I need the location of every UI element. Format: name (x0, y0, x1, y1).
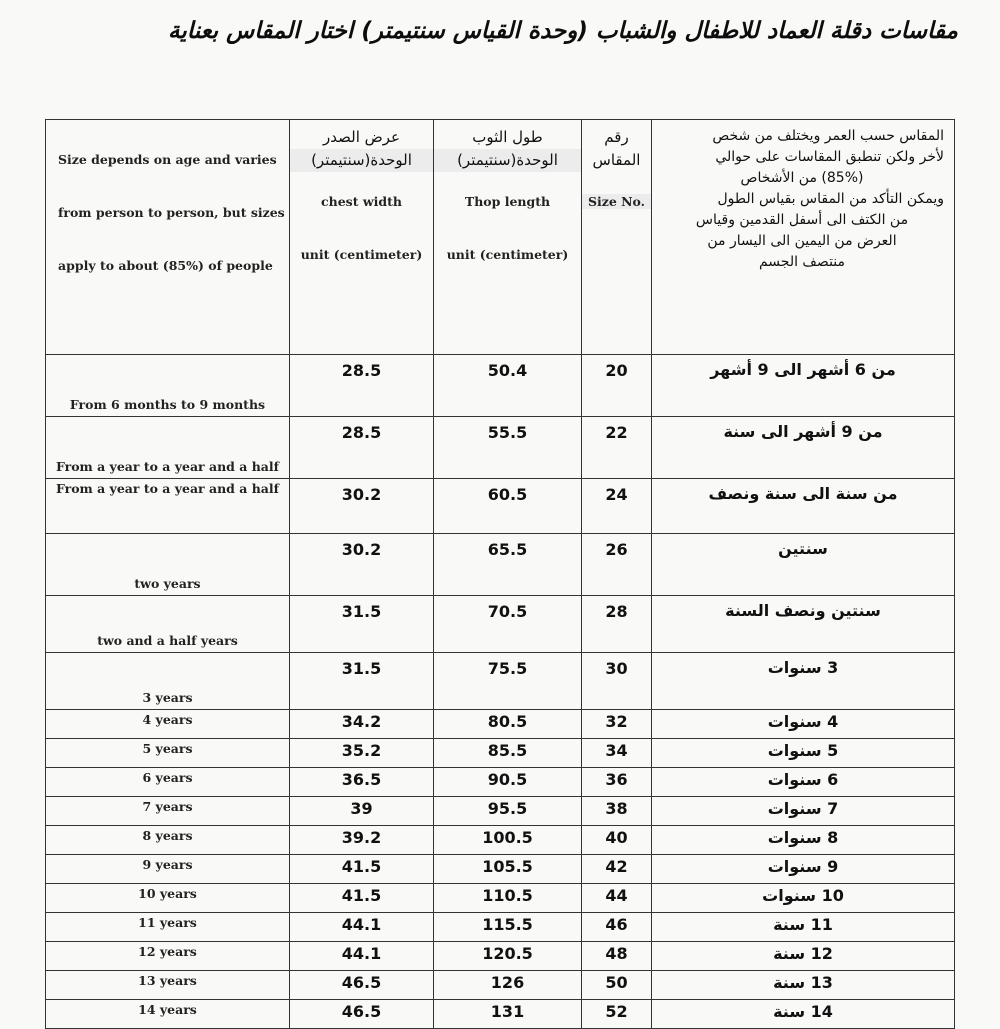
age-ar: من 9 أشهر الى سنة (652, 417, 955, 479)
age-en: 3 years (46, 653, 290, 710)
length-value: 126 (434, 971, 582, 1000)
size-value: 48 (582, 942, 652, 971)
age-en: 14 years (46, 1000, 290, 1029)
size-value: 26 (582, 534, 652, 596)
length-value: 131 (434, 1000, 582, 1029)
chest-value: 41.5 (290, 855, 434, 884)
header-note-ar-line: ويمكن التأكد من المقاس بقياس الطول (717, 191, 944, 207)
age-en: 12 years (46, 942, 290, 971)
age-en: 4 years (46, 710, 290, 739)
header-note-ar-line: من الكتف الى أسفل القدمين وقياس (695, 212, 909, 228)
header-note-ar-line: المقاس حسب العمر ويختلف من شخص (712, 128, 944, 144)
size-value: 36 (582, 768, 652, 797)
age-en: 6 years (46, 768, 290, 797)
length-ar-unit: الوحدة(سنتيمتر) (434, 149, 581, 172)
age-ar: 8 سنوات (652, 826, 955, 855)
length-value: 105.5 (434, 855, 582, 884)
age-ar: 5 سنوات (652, 739, 955, 768)
age-en: 11 years (46, 913, 290, 942)
table-row (46, 534, 955, 596)
age-en: From a year to a year and a half (46, 479, 290, 534)
age-ar: من سنة الى سنة ونصف (652, 479, 955, 534)
age-en: From a year to a year and a half (46, 417, 290, 479)
age-ar: سنتين ونصف السنة (652, 596, 955, 653)
length-value: 120.5 (434, 942, 582, 971)
size-value: 44 (582, 884, 652, 913)
table-row (46, 596, 955, 653)
length-value: 100.5 (434, 826, 582, 855)
size-value: 28 (582, 596, 652, 653)
table-row (46, 739, 955, 768)
chest-value: 31.5 (290, 653, 434, 710)
age-ar: 4 سنوات (652, 710, 955, 739)
table-row (46, 417, 955, 479)
size-value: 20 (582, 355, 652, 417)
length-value: 110.5 (434, 884, 582, 913)
length-value: 115.5 (434, 913, 582, 942)
chest-value: 39.2 (290, 826, 434, 855)
age-en: 10 years (46, 884, 290, 913)
header-thop-length (434, 120, 582, 355)
size-value: 32 (582, 710, 652, 739)
age-en: 8 years (46, 826, 290, 855)
table-row (46, 855, 955, 884)
header-size-number (582, 120, 652, 355)
header-row (46, 120, 955, 355)
size-value: 40 (582, 826, 652, 855)
age-ar: من 6 أشهر الى 9 أشهر (652, 355, 955, 417)
chest-value: 44.1 (290, 942, 434, 971)
size-value: 38 (582, 797, 652, 826)
size-value: 42 (582, 855, 652, 884)
age-ar: 3 سنوات (652, 653, 955, 710)
size-ar-label-2: المقاس (592, 151, 641, 169)
table-row (46, 913, 955, 942)
length-ar-label: طول الثوب (472, 128, 543, 146)
length-value: 85.5 (434, 739, 582, 768)
age-en: 7 years (46, 797, 290, 826)
size-value: 24 (582, 479, 652, 534)
chest-value: 44.1 (290, 913, 434, 942)
chest-value: 46.5 (290, 1000, 434, 1029)
header-note-ar-line: لأخر ولكن تنطبق المقاسات على حوالي (715, 149, 944, 165)
length-value: 80.5 (434, 710, 582, 739)
chest-en-unit: unit (centimeter) (300, 247, 423, 262)
length-value: 50.4 (434, 355, 582, 417)
length-en-unit: unit (centimeter) (446, 247, 569, 262)
age-ar: 6 سنوات (652, 768, 955, 797)
table-row (46, 768, 955, 797)
header-note-en (46, 120, 290, 355)
table-row (46, 884, 955, 913)
chest-ar-unit: الوحدة(سنتيمتر) (290, 149, 433, 172)
table-row (46, 355, 955, 417)
chest-value: 34.2 (290, 710, 434, 739)
age-en: 5 years (46, 739, 290, 768)
age-ar: 10 سنوات (652, 884, 955, 913)
size-value: 46 (582, 913, 652, 942)
size-ar-label: رقم (604, 128, 629, 146)
table-row (46, 826, 955, 855)
length-value: 60.5 (434, 479, 582, 534)
table-row (46, 653, 955, 710)
header-note-en-line: apply to about (85%) of people (58, 258, 273, 273)
length-value: 90.5 (434, 768, 582, 797)
age-ar: 7 سنوات (652, 797, 955, 826)
size-value: 50 (582, 971, 652, 1000)
chest-value: 28.5 (290, 417, 434, 479)
table-row (46, 797, 955, 826)
header-note-ar-line: (85%) من الأشخاص (740, 170, 864, 186)
chest-value: 30.2 (290, 479, 434, 534)
chest-value: 36.5 (290, 768, 434, 797)
header-note-ar-line: منتصف الجسم (758, 254, 846, 270)
chest-ar-label: عرض الصدر (323, 128, 400, 146)
length-value: 75.5 (434, 653, 582, 710)
age-ar: 14 سنة (652, 1000, 955, 1029)
age-ar: 13 سنة (652, 971, 955, 1000)
age-en: two and a half years (46, 596, 290, 653)
age-ar: 12 سنة (652, 942, 955, 971)
age-en: From 6 months to 9 months (46, 355, 290, 417)
header-note-en-line: Size depends on age and varies (58, 152, 277, 167)
length-value: 55.5 (434, 417, 582, 479)
chest-value: 30.2 (290, 534, 434, 596)
age-ar: سنتين (652, 534, 955, 596)
age-en: 9 years (46, 855, 290, 884)
table-row (46, 710, 955, 739)
chest-value: 28.5 (290, 355, 434, 417)
length-value: 95.5 (434, 797, 582, 826)
size-value: 34 (582, 739, 652, 768)
chest-en-label: chest width (321, 194, 402, 209)
header-note-ar (652, 120, 955, 355)
age-ar: 9 سنوات (652, 855, 955, 884)
header-chest-width (290, 120, 434, 355)
table-row (46, 942, 955, 971)
size-chart-table (45, 119, 955, 1029)
table-row (46, 971, 955, 1000)
table-row (46, 479, 955, 534)
length-en-label: Thop length (464, 194, 551, 209)
chest-value: 41.5 (290, 884, 434, 913)
length-value: 70.5 (434, 596, 582, 653)
size-en-label: Size No. (582, 194, 651, 209)
age-ar: 11 سنة (652, 913, 955, 942)
age-en: 13 years (46, 971, 290, 1000)
chest-value: 46.5 (290, 971, 434, 1000)
size-value: 30 (582, 653, 652, 710)
chest-value: 35.2 (290, 739, 434, 768)
header-note-ar-line: العرض من اليمين الى اليسار من (707, 233, 897, 249)
header-note-en-line: from person to person, but sizes (58, 205, 285, 220)
chest-value: 31.5 (290, 596, 434, 653)
age-en: two years (46, 534, 290, 596)
table-row (46, 1000, 955, 1029)
size-value: 22 (582, 417, 652, 479)
length-value: 65.5 (434, 534, 582, 596)
size-value: 52 (582, 1000, 652, 1029)
chest-value: 39 (290, 797, 434, 826)
page-title: مقاسات دقلة العماد للاطفال والشباب (وحدة القياس سنتيمتر) اختار المقاس بعناية (167, 18, 958, 44)
